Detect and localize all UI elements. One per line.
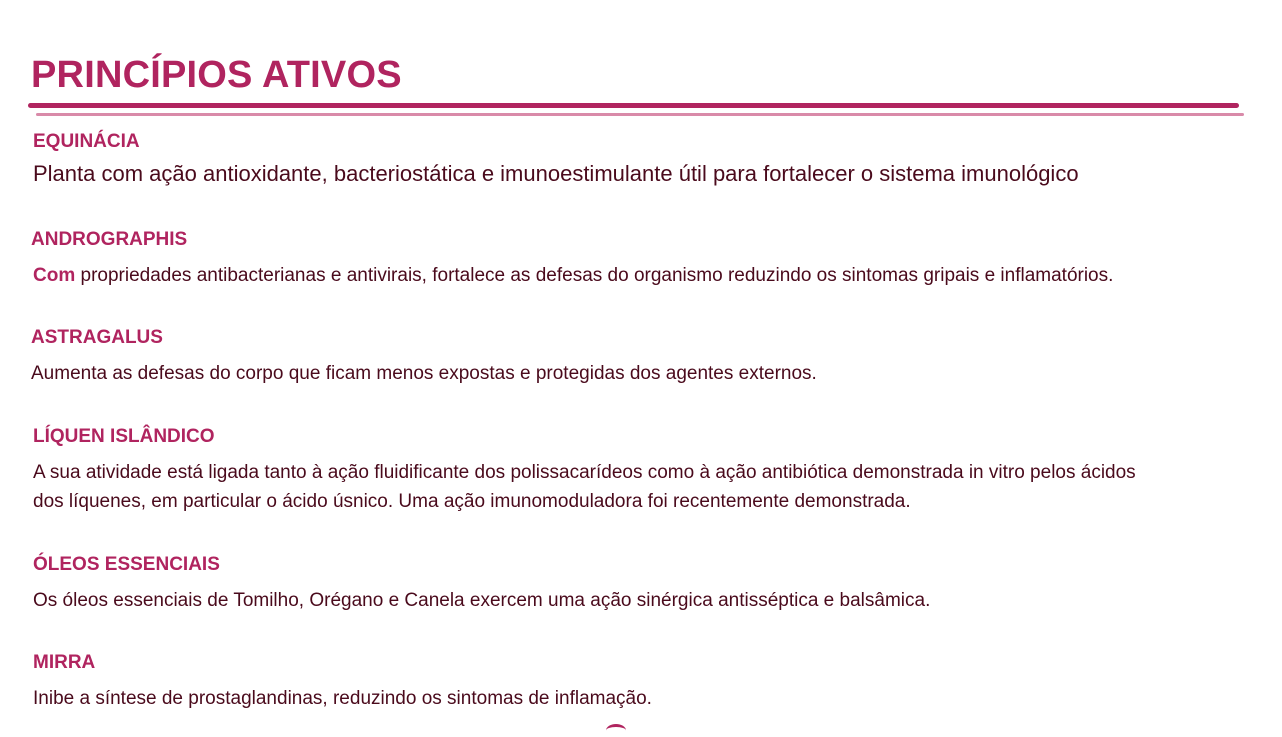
- section-heading-andrographis: ANDROGRAPHIS: [31, 229, 188, 250]
- section-text-andrographis: [33, 261, 1113, 290]
- title-underline-secondary: [36, 113, 1244, 116]
- section-heading-oleos-essenciais: ÓLEOS ESSENCIAIS: [33, 554, 220, 575]
- section-text-liquen-line-1: A sua atividade está ligada tanto à ação fluidificante dos polissacarídeos como à ação antibiótica demonstrada in vitro pelos ácidos: [33, 462, 1136, 483]
- section-text-astragalus: Aumenta as defesas do corpo que ficam menos expostas e protegidas dos agentes externos.: [31, 363, 817, 384]
- section-text-lead: Com: [33, 265, 76, 286]
- page-title: PRINCÍPIOS ATIVOS: [31, 54, 402, 96]
- section-text-equinacia: Planta com ação antioxidante, bacteriostática e imunoestimulante útil para fortalecer o sistema imunológico: [33, 161, 1079, 186]
- section-text-oleos-essenciais: Os óleos essenciais de Tomilho, Orégano e Canela exercem uma ação sinérgica antisséptica e balsâmica.: [33, 590, 931, 611]
- section-text-liquen-line-2: dos líquenes, em particular o ácido úsnico. Uma ação imunomoduladora foi recentemente demonstrada.: [33, 491, 911, 512]
- section-heading-mirra: MIRRA: [33, 652, 96, 673]
- decorative-flourish: [606, 724, 626, 737]
- section-heading-astragalus: ASTRAGALUS: [31, 327, 163, 348]
- title-underline: [28, 103, 1239, 108]
- section-heading-liquen-islandico: LÍQUEN ISLÂNDICO: [33, 426, 215, 447]
- section-heading-equinacia: EQUINÁCIA: [33, 131, 140, 152]
- section-text-mirra: Inibe a síntese de prostaglandinas, reduzindo os sintomas de inflamação.: [33, 688, 652, 709]
- section-text-body: propriedades antibacterianas e antivirais, fortalece as defesas do organismo reduzindo os sintomas gripais e inflamatórios.: [75, 265, 1114, 286]
